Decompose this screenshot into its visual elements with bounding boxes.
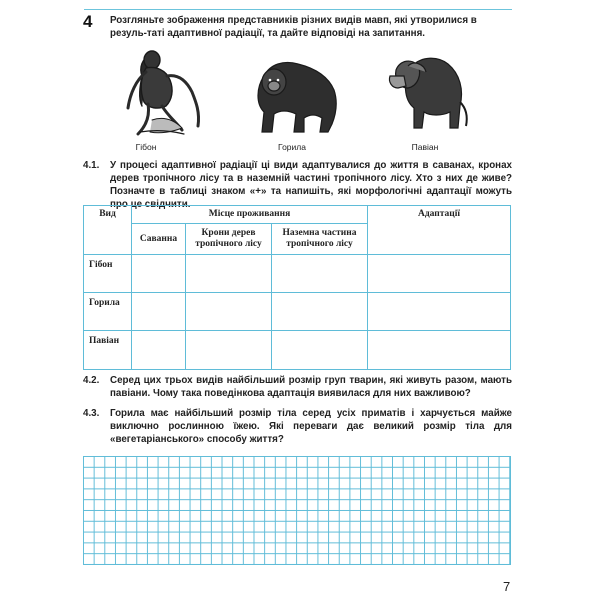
question-number: 4.1.	[83, 160, 100, 171]
answer-cell[interactable]	[368, 293, 511, 331]
row-species: Гібон	[84, 255, 132, 293]
question-number: 4.3.	[83, 408, 100, 419]
answer-cell[interactable]	[132, 331, 186, 370]
question-4-3	[83, 407, 513, 449]
top-divider	[84, 9, 512, 10]
table-row	[84, 331, 511, 370]
answer-cell[interactable]	[368, 255, 511, 293]
answer-cell[interactable]	[272, 331, 368, 370]
answer-cell[interactable]	[186, 293, 272, 331]
question-text: Серед цих трьох видів найбільший розмір груп тварин, які живуть разом, мають павіани. Чому така поведінкова адаптація виявилася для них важливою?	[110, 375, 512, 399]
row-species: Павіан	[84, 331, 132, 370]
task-number: 4	[83, 12, 93, 31]
animal-caption: Гібон	[135, 142, 157, 152]
gorilla-icon	[244, 52, 342, 140]
table-row	[84, 255, 511, 293]
adaptation-table	[83, 205, 511, 370]
header-savanna: Саванна	[132, 224, 186, 255]
page-number: 7	[503, 579, 511, 594]
answer-cell[interactable]	[272, 255, 368, 293]
answer-grid[interactable]	[83, 456, 511, 565]
row-species: Горила	[84, 293, 132, 331]
header-species: Вид	[84, 206, 132, 255]
header-adaptations: Адаптації	[368, 206, 511, 255]
task-instruction: Розгляньте зображення представників різних видів мавп, які утворилися в резуль-таті адаптивної радіації, та дайте відповіді на запитання.	[110, 15, 477, 39]
answer-cell[interactable]	[186, 255, 272, 293]
answer-cell[interactable]	[186, 331, 272, 370]
question-number: 4.2.	[83, 375, 100, 386]
question-4-1	[83, 159, 513, 210]
baboon-icon	[378, 46, 474, 140]
question-4-2	[83, 374, 513, 402]
header-habitat: Місце проживання	[132, 206, 368, 224]
answer-cell[interactable]	[272, 293, 368, 331]
gibbon-icon	[112, 46, 214, 140]
table-row	[84, 293, 511, 331]
answer-cell[interactable]	[132, 255, 186, 293]
question-text: Горила має найбільший розмір тіла серед усіх приматів і харчується майже виключно рослинною їжею. Які переваги дає великий розмір тіла для «вегетаріанського» способу життя?	[110, 408, 512, 445]
header-forest-ground: Наземна частина тропічного лісу	[272, 224, 368, 255]
header-tree-crowns: Крони дерев тропічного лісу	[186, 224, 272, 255]
answer-cell[interactable]	[132, 293, 186, 331]
animal-caption: Павіан	[411, 142, 439, 152]
animal-caption: Горила	[278, 142, 306, 152]
answer-cell[interactable]	[368, 331, 511, 370]
question-text: У процесі адаптивної радіації ці види адаптувалися до життя в саванах, кронах дерев тропічного лісу та в наземній частині тропічного лісу. Хто з них де живе? Позначте в таблиці знаком «+» та напишіть, які морфологічні адаптації можуть про це свідчити.	[110, 160, 512, 210]
